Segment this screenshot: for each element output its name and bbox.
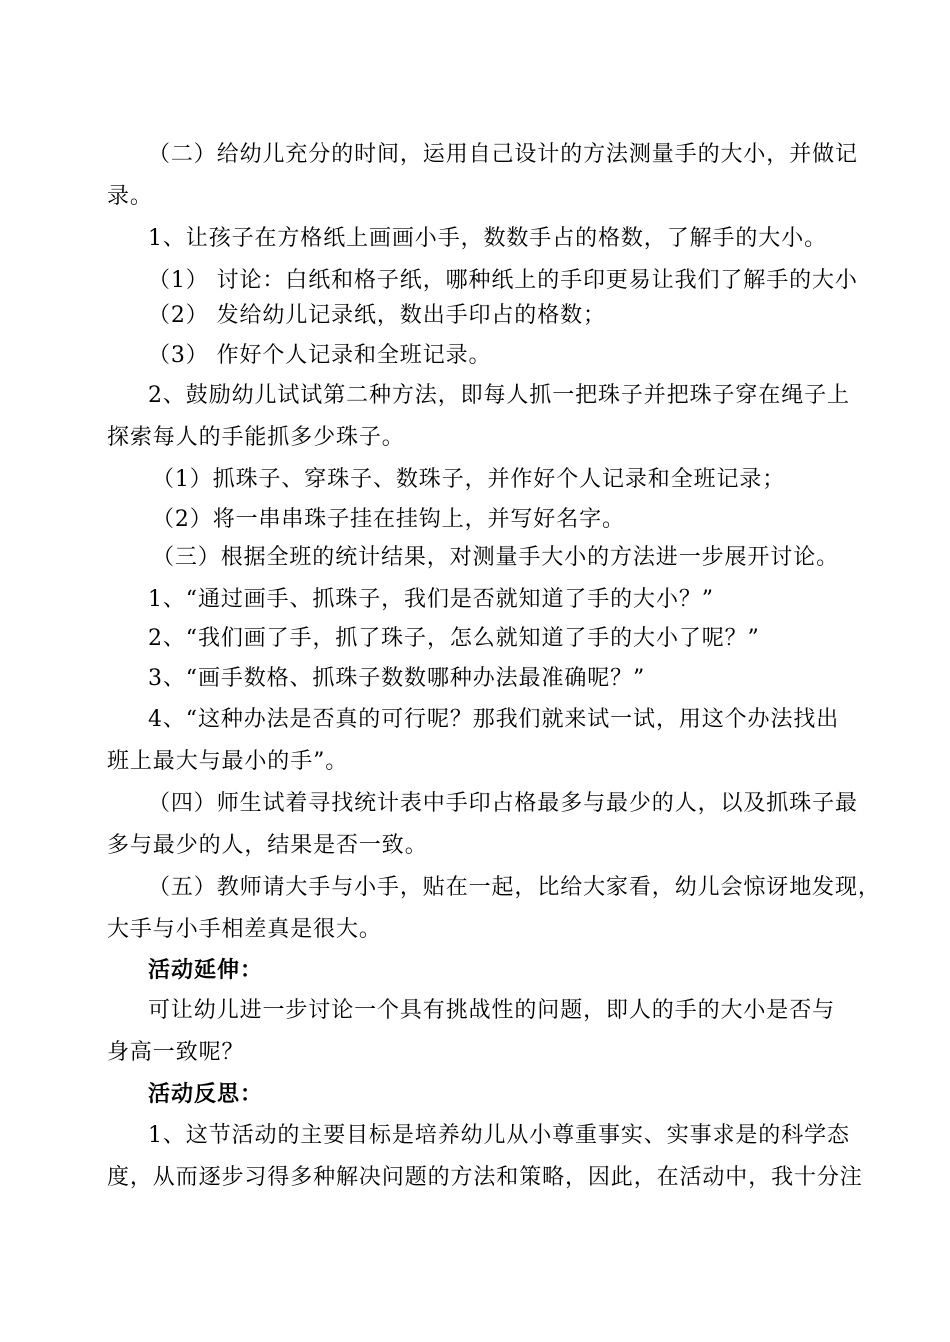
- question-2: 2、“我们画了手，抓了珠子，怎么就知道了手的大小了呢？”: [148, 626, 760, 651]
- paragraph-2-line-2: 录。: [107, 184, 153, 209]
- paragraph-3: （三）根据全班的统计结果，对测量手大小的方法进一步展开讨论。: [152, 545, 840, 570]
- step-1-item-1: （1） 讨论：白纸和格子纸，哪种纸上的手印更易让我们了解手的大小: [148, 268, 858, 293]
- paragraph-5-line-1: （五）教师请大手与小手，贴在一起，比给大家看，幼儿会惊讶地发现，: [148, 875, 881, 900]
- step-2-line-1: 2、鼓励幼儿试试第二种方法，即每人抓一把珠子并把珠子穿在绳子上: [148, 383, 850, 408]
- heading-activity-extension: 活动延伸：: [148, 958, 264, 983]
- step-2-line-2: 探索每人的手能抓多少珠子。: [107, 425, 405, 450]
- reflection-line-1: 1、这节活动的主要目标是培养幼儿从小尊重事实、实事求是的科学态: [148, 1123, 850, 1148]
- paragraph-5-line-2: 大手与小手相差真是很大。: [107, 917, 382, 942]
- question-3: 3、“画手数格、抓珠子数数哪种办法最准确呢？”: [148, 666, 646, 691]
- paragraph-4-line-2: 多与最少的人，结果是否一致。: [107, 833, 428, 858]
- step-1-item-3: （3） 作好个人记录和全班记录。: [148, 343, 492, 368]
- step-1-text: 1、让孩子在方格纸上画画小手，数数手占的格数，了解手的大小。: [148, 226, 827, 251]
- reflection-line-2: 度，从而逐步习得多种解决问题的方法和策略，因此，在活动中，我十分注: [107, 1165, 863, 1190]
- extension-line-2: 身高一致呢？: [107, 1040, 245, 1065]
- question-4-line-2: 班上最大与最小的手”。: [107, 749, 349, 774]
- heading-activity-reflection: 活动反思：: [148, 1082, 264, 1107]
- step-1-item-2: （2） 发给幼儿记录纸，数出手印占的格数；: [148, 303, 606, 328]
- extension-line-1: 可让幼儿进一步讨论一个具有挑战性的问题，即人的手的大小是否与: [148, 998, 836, 1023]
- question-1: 1、“通过画手、抓珠子，我们是否就知道了手的大小？”: [148, 587, 714, 612]
- paragraph-2-line-1: （二）给幼儿充分的时间，运用自己设计的方法测量手的大小，并做记: [148, 142, 858, 167]
- paragraph-4-line-1: （四）师生试着寻找统计表中手印占格最多与最少的人，以及抓珠子最: [148, 791, 858, 816]
- step-2-item-1: （1）抓珠子、穿珠子、数珠子，并作好个人记录和全班记录；: [152, 467, 786, 492]
- question-4-line-1: 4、“这种办法是否真的可行呢？那我们就来试一试，用这个办法找出: [148, 707, 840, 732]
- step-2-item-2: （2）将一串串珠子挂在挂钩上，并写好名字。: [152, 507, 625, 532]
